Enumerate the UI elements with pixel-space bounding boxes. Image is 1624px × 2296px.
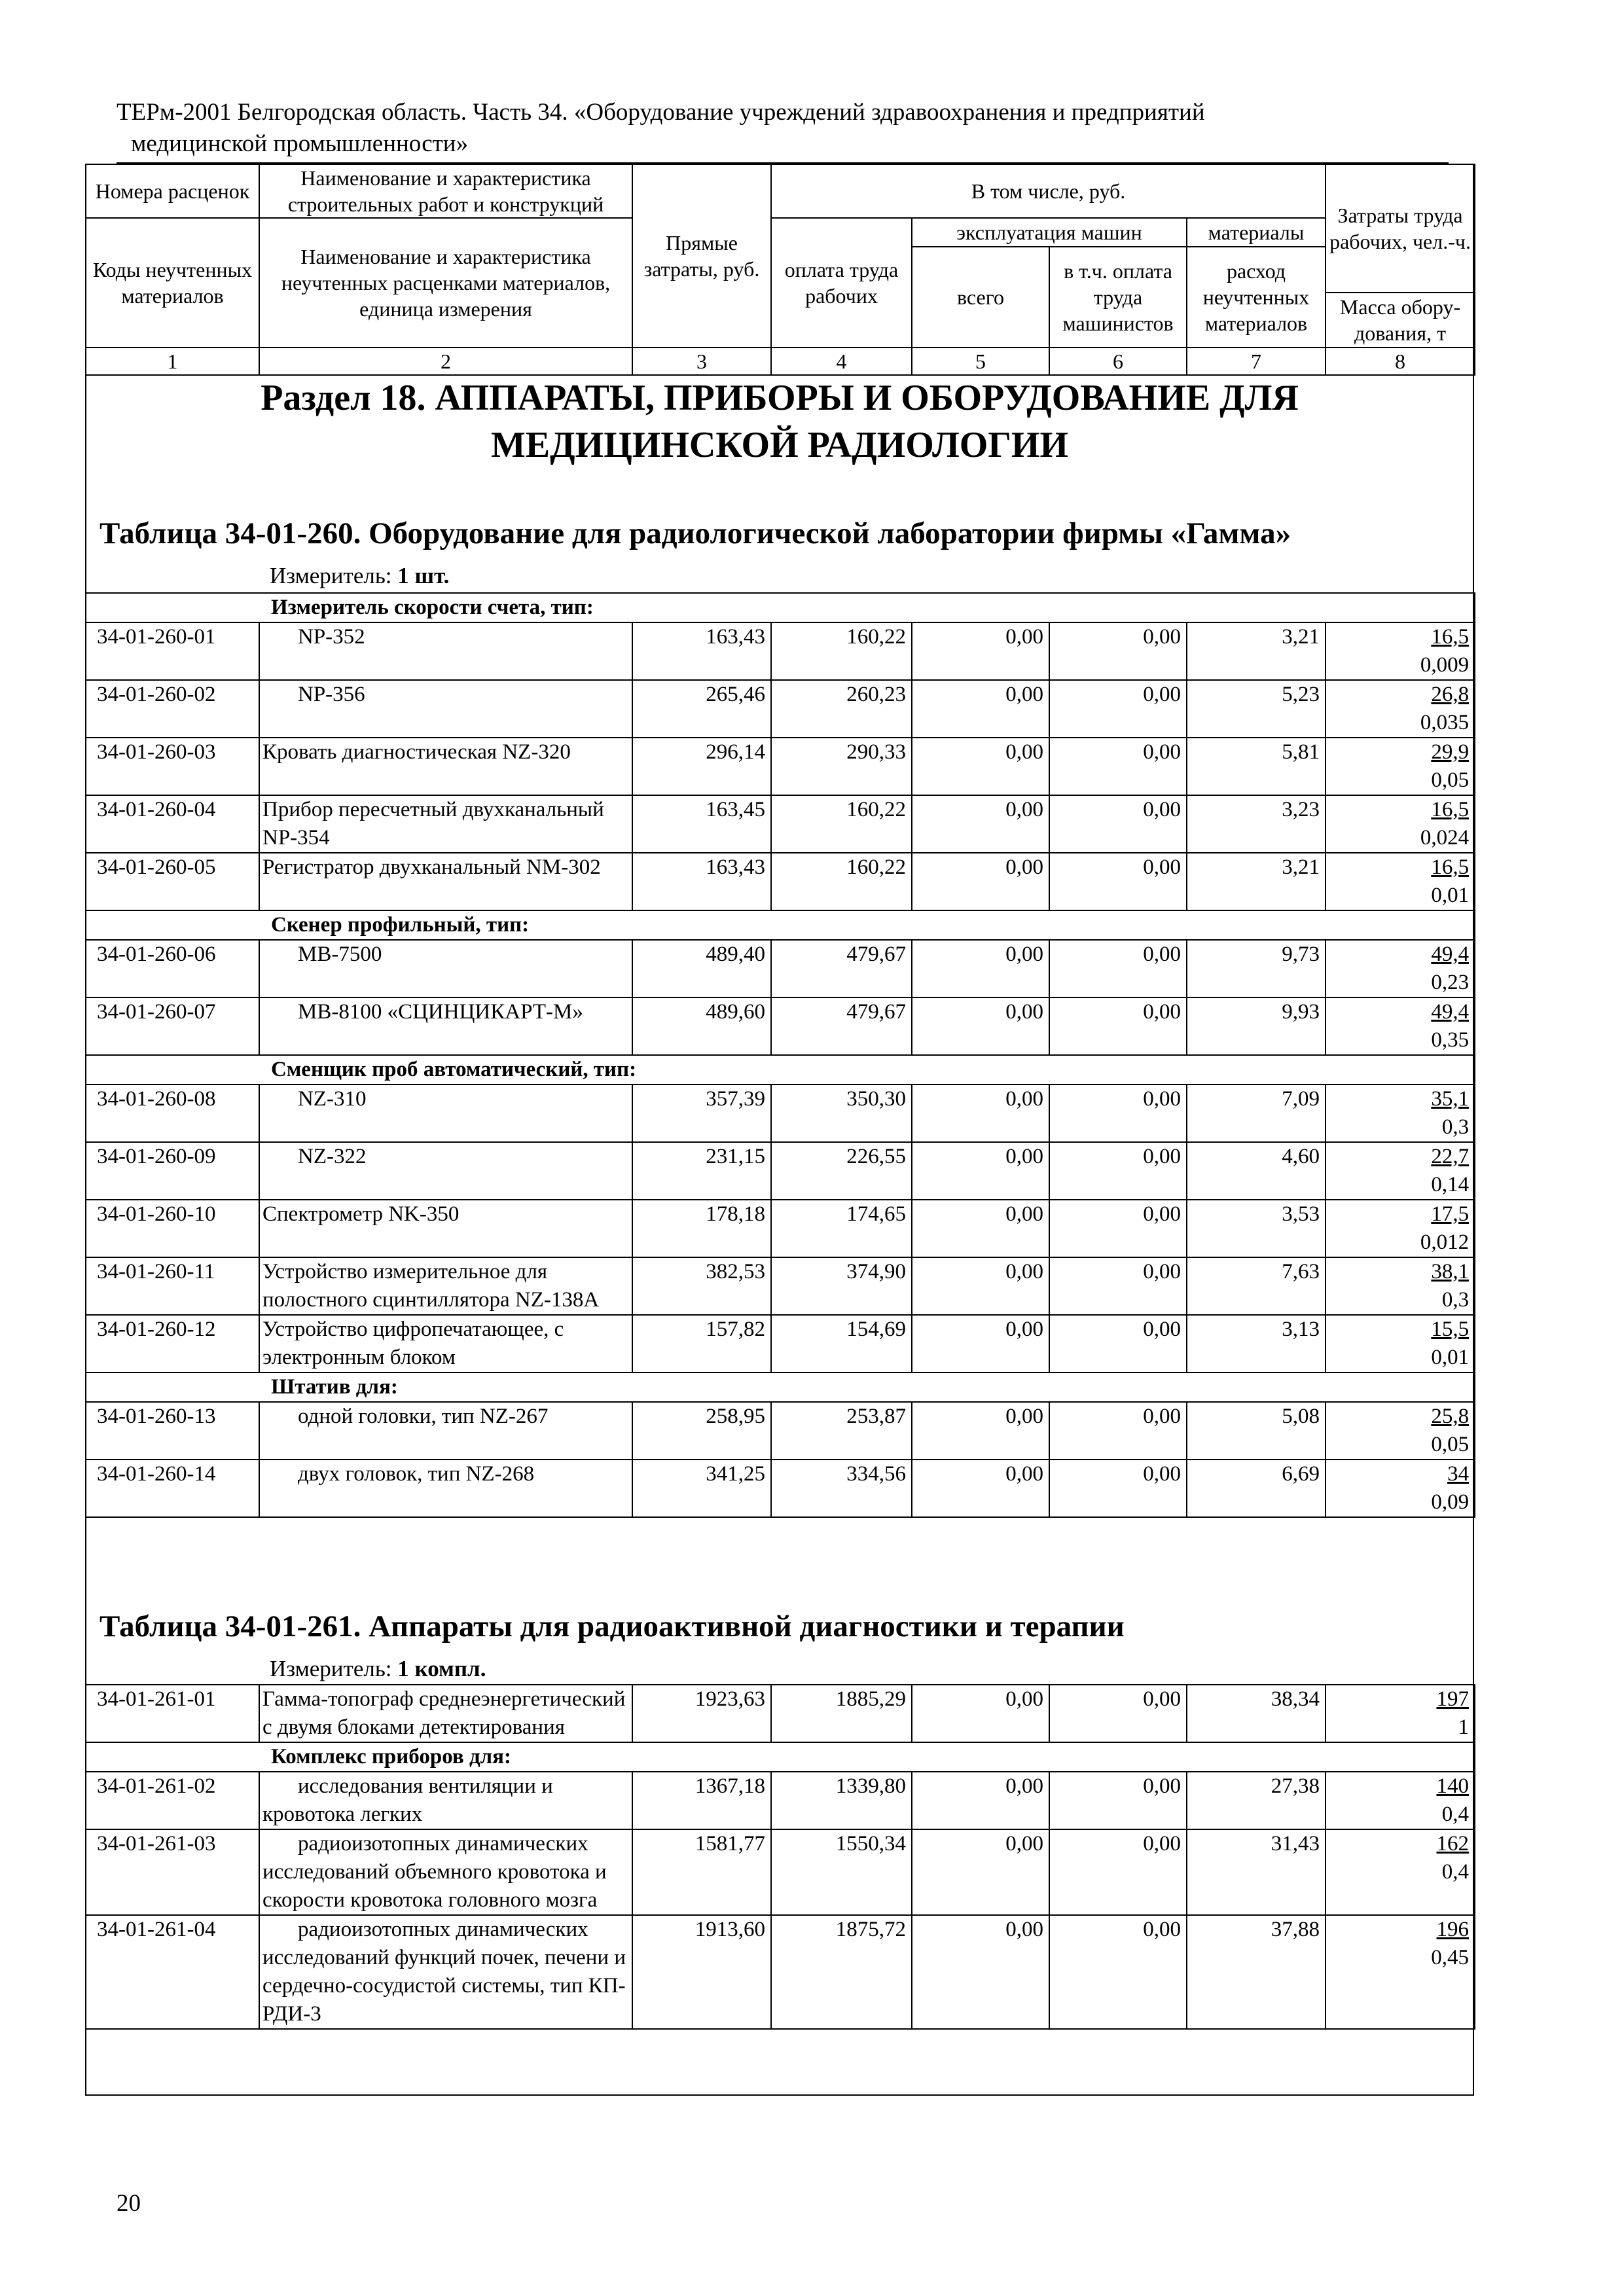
value-c6: 0,00: [1049, 1915, 1187, 2029]
value-c4: 1339,80: [771, 1772, 912, 1829]
mass-value: 0,09: [1431, 1490, 1470, 1514]
value-c4: 1885,29: [771, 1685, 912, 1742]
value-c5: 0,00: [912, 1460, 1049, 1517]
value-c4: 334,56: [771, 1460, 912, 1517]
item-name: MB-8100 «СЦИНЦИКАРТ-М»: [259, 997, 632, 1055]
mass-value: 0,4: [1441, 1860, 1469, 1884]
col1-header-top: Номера расценок: [86, 164, 259, 218]
rate-code: 34-01-261-01: [86, 1685, 259, 1742]
value-c7: 3,13: [1187, 1315, 1326, 1372]
col1-header-bottom: Коды неучтенных материалов: [86, 218, 259, 348]
section-title: [85, 374, 1474, 469]
labor-value: 162: [1436, 1832, 1469, 1856]
item-name: NZ-322: [259, 1142, 632, 1200]
item-name: одной головки, тип NZ-267: [259, 1402, 632, 1460]
value-c3: 1913,60: [632, 1915, 771, 2029]
rate-code: 34-01-260-10: [86, 1200, 259, 1257]
value-c4: 1550,34: [771, 1829, 912, 1915]
group-label: Измеритель скорости счета, тип:: [86, 593, 1475, 622]
value-c6: 0,00: [1049, 940, 1187, 997]
labor-value: 49,4: [1431, 942, 1470, 966]
value-c6: 0,00: [1049, 1685, 1187, 1742]
labor-mass-cell: [1326, 1085, 1475, 1142]
rate-code: 34-01-260-07: [86, 997, 259, 1055]
value-c4: 350,30: [771, 1085, 912, 1142]
value-c3: 382,53: [632, 1257, 771, 1315]
value-c4: 260,23: [771, 680, 912, 738]
value-c5: 0,00: [912, 1315, 1049, 1372]
table2-measure-value: 1 компл.: [397, 1656, 486, 1681]
mass-value: 0,3: [1441, 1115, 1470, 1139]
value-c3: 341,25: [632, 1460, 771, 1517]
value-c6: 0,00: [1049, 1772, 1187, 1829]
value-c3: 357,39: [632, 1085, 771, 1142]
item-name: радиоизотопных динамических исследований функций почек, печени и сердечно-сосудистой системы, тип КП-РДИ-3: [259, 1915, 632, 2029]
value-c4: 290,33: [771, 738, 912, 795]
value-c7: 27,38: [1187, 1772, 1326, 1829]
value-c5: 0,00: [912, 1402, 1049, 1460]
table-row: [86, 622, 1475, 680]
value-c4: 154,69: [771, 1315, 912, 1372]
rate-code: 34-01-260-13: [86, 1402, 259, 1460]
value-c5: 0,00: [912, 1915, 1049, 2029]
labor-value: 197: [1436, 1687, 1469, 1711]
value-c3: 489,60: [632, 997, 771, 1055]
col4-header: оплата труда рабочих: [771, 218, 912, 348]
mass-value: 0,45: [1431, 1946, 1469, 1969]
value-c7: 7,63: [1187, 1257, 1326, 1315]
mass-value: 0,01: [1431, 1346, 1470, 1369]
mass-value: 0,012: [1420, 1230, 1470, 1254]
value-c5: 0,00: [912, 1085, 1049, 1142]
column-number-3: 3: [632, 348, 771, 375]
materials-header: материалы: [1187, 218, 1326, 247]
value-c4: 1875,72: [771, 1915, 912, 2029]
column-number-8: 8: [1326, 348, 1475, 375]
item-name: Регистратор двухканальный NM-302: [259, 853, 632, 910]
value-c6: 0,00: [1049, 1829, 1187, 1915]
rate-code: 34-01-260-01: [86, 622, 259, 680]
labor-mass-cell: [1326, 1685, 1475, 1742]
value-c3: 163,43: [632, 622, 771, 680]
item-name: Прибор пересчетный двухканальный NP-354: [259, 795, 632, 853]
value-c4: 226,55: [771, 1142, 912, 1200]
column-number-4: 4: [771, 348, 912, 375]
labor-value: 196: [1436, 1918, 1469, 1941]
table-row: [86, 1829, 1475, 1915]
mass-value: 0,01: [1431, 884, 1470, 907]
value-c6: 0,00: [1049, 1315, 1187, 1372]
value-c6: 0,00: [1049, 1460, 1187, 1517]
labor-mass-cell: [1326, 1315, 1475, 1372]
item-name: Спектрометр NK-350: [259, 1200, 632, 1257]
labor-value: 25,8: [1431, 1405, 1470, 1428]
col2-header-bottom: Наименование и характеристика неучтенных расценками материалов, единица измерения: [259, 218, 632, 348]
labor-value: 38,1: [1431, 1260, 1470, 1283]
value-c6: 0,00: [1049, 622, 1187, 680]
labor-value: 26,8: [1431, 683, 1470, 706]
col8-header-top: Затраты труда рабочих, чел.-ч.: [1326, 164, 1475, 293]
value-c6: 0,00: [1049, 1142, 1187, 1200]
value-c4: 479,67: [771, 997, 912, 1055]
value-c5: 0,00: [912, 1829, 1049, 1915]
labor-mass-cell: [1326, 680, 1475, 738]
value-c5: 0,00: [912, 795, 1049, 853]
rate-code: 34-01-261-04: [86, 1915, 259, 2029]
header-line-2: медицинской промышленности»: [131, 130, 469, 157]
table-row: [86, 1402, 1475, 1460]
labor-value: 140: [1436, 1774, 1469, 1798]
labor-mass-cell: [1326, 853, 1475, 910]
mass-value: 0,05: [1431, 1433, 1470, 1456]
labor-mass-cell: [1326, 738, 1475, 795]
value-c7: 5,81: [1187, 738, 1326, 795]
group-row: [86, 910, 1475, 940]
labor-mass-cell: [1326, 940, 1475, 997]
mass-value: 0,024: [1420, 826, 1470, 850]
labor-mass-cell: [1326, 1142, 1475, 1200]
group-row: [86, 1372, 1475, 1402]
column-number-2: 2: [259, 348, 632, 375]
value-c7: 31,43: [1187, 1829, 1326, 1915]
group-label: Штатив для:: [86, 1372, 1475, 1402]
labor-value: 49,4: [1431, 1000, 1470, 1024]
item-name: двух головок, тип NZ-268: [259, 1460, 632, 1517]
table-row: [86, 1257, 1475, 1315]
col5-header: всего: [912, 247, 1049, 348]
rate-code: 34-01-260-02: [86, 680, 259, 738]
value-c3: 489,40: [632, 940, 771, 997]
value-c6: 0,00: [1049, 1085, 1187, 1142]
labor-value: 16,5: [1431, 798, 1470, 821]
labor-value: 15,5: [1431, 1318, 1470, 1341]
rate-code: 34-01-260-03: [86, 738, 259, 795]
value-c5: 0,00: [912, 1772, 1049, 1829]
rate-code: 34-01-260-11: [86, 1257, 259, 1315]
value-c7: 5,08: [1187, 1402, 1326, 1460]
column-number-7: 7: [1187, 348, 1326, 375]
mass-value: 1: [1458, 1715, 1469, 1739]
table-row: [86, 1142, 1475, 1200]
column-number-6: 6: [1049, 348, 1187, 375]
table-row: [86, 738, 1475, 795]
value-c4: 160,22: [771, 795, 912, 853]
value-c7: 7,09: [1187, 1085, 1326, 1142]
rate-code: 34-01-261-03: [86, 1829, 259, 1915]
labor-mass-cell: [1326, 1460, 1475, 1517]
value-c4: 253,87: [771, 1402, 912, 1460]
col3-header: Прямые затраты, руб.: [632, 164, 771, 348]
labor-mass-cell: [1326, 795, 1475, 853]
group-label: Скенер профильный, тип:: [86, 910, 1475, 940]
value-c4: 160,22: [771, 853, 912, 910]
mass-value: 0,009: [1420, 653, 1470, 677]
rate-code: 34-01-260-08: [86, 1085, 259, 1142]
value-c5: 0,00: [912, 622, 1049, 680]
item-name: исследования вентиляции и кровотока легких: [259, 1772, 632, 1829]
value-c3: 1923,63: [632, 1685, 771, 1742]
item-name: MB-7500: [259, 940, 632, 997]
table-row: [86, 940, 1475, 997]
value-c3: 178,18: [632, 1200, 771, 1257]
column-number-5: 5: [912, 348, 1049, 375]
value-c4: 174,65: [771, 1200, 912, 1257]
table2-title: Таблица 34-01-261. Аппараты для радиоактивной диагностики и терапии: [99, 1609, 1125, 1643]
incl-header: В том числе, руб.: [771, 164, 1326, 218]
value-c4: 374,90: [771, 1257, 912, 1315]
table1-measure: [270, 562, 449, 590]
rate-code: 34-01-261-02: [86, 1772, 259, 1829]
value-c5: 0,00: [912, 680, 1049, 738]
rate-code: 34-01-260-09: [86, 1142, 259, 1200]
item-name: радиоизотопных динамических исследований объемного кровотока и скорости кровотока головного мозга: [259, 1829, 632, 1915]
table-row: [86, 680, 1475, 738]
table-row: [86, 853, 1475, 910]
table-row: [86, 1915, 1475, 2029]
value-c5: 0,00: [912, 1142, 1049, 1200]
value-c7: 4,60: [1187, 1142, 1326, 1200]
rate-code: 34-01-260-05: [86, 853, 259, 910]
item-name: NP-352: [259, 622, 632, 680]
value-c7: 38,34: [1187, 1685, 1326, 1742]
page-number: 20: [117, 2190, 141, 2217]
labor-mass-cell: [1326, 1829, 1475, 1915]
mass-value: 0,23: [1431, 971, 1470, 994]
rate-code: 34-01-260-06: [86, 940, 259, 997]
mass-value: 0,14: [1431, 1173, 1470, 1196]
mass-value: 0,035: [1420, 711, 1470, 734]
labor-mass-cell: [1326, 1772, 1475, 1829]
value-c3: 258,95: [632, 1402, 771, 1460]
section-title-line-1: Раздел 18. АППАРАТЫ, ПРИБОРЫ И ОБОРУДОВАНИЕ ДЛЯ: [261, 378, 1299, 418]
table-row: [86, 1200, 1475, 1257]
group-row: [86, 593, 1475, 622]
mass-value: 0,35: [1431, 1028, 1470, 1052]
header-line-1: ТЕРм-2001 Белгородская область. Часть 34. «Оборудование учреждений здравоохранения и предприятий: [117, 99, 1205, 126]
col8-header-bottom: Масса обору-дования, т: [1326, 293, 1475, 348]
rate-code: 34-01-260-04: [86, 795, 259, 853]
labor-value: 22,7: [1431, 1145, 1470, 1168]
column-number-row: [86, 348, 1475, 375]
labor-mass-cell: [1326, 622, 1475, 680]
table-row: [86, 795, 1475, 853]
table-row: [86, 1315, 1475, 1372]
document-header: [117, 97, 1478, 160]
labor-value: 16,5: [1431, 625, 1470, 649]
value-c7: 9,73: [1187, 940, 1326, 997]
table1: [85, 592, 1475, 1518]
value-c3: 1581,77: [632, 1829, 771, 1915]
value-c3: 1367,18: [632, 1772, 771, 1829]
column-number-1: 1: [86, 348, 259, 375]
rate-code: 34-01-260-14: [86, 1460, 259, 1517]
group-label: Комплекс приборов для:: [86, 1742, 1475, 1772]
labor-value: 35,1: [1431, 1087, 1470, 1111]
value-c4: 160,22: [771, 622, 912, 680]
value-c3: 163,43: [632, 853, 771, 910]
value-c7: 3,21: [1187, 853, 1326, 910]
labor-mass-cell: [1326, 1402, 1475, 1460]
value-c7: 9,93: [1187, 997, 1326, 1055]
mass-value: 0,4: [1441, 1803, 1469, 1826]
labor-value: 16,5: [1431, 855, 1470, 879]
value-c7: 3,21: [1187, 622, 1326, 680]
labor-mass-cell: [1326, 1200, 1475, 1257]
labor-value: 34: [1447, 1462, 1470, 1486]
col7-header: расход неучтенных материалов: [1187, 247, 1326, 348]
group-row: [86, 1055, 1475, 1085]
value-c3: 296,14: [632, 738, 771, 795]
value-c6: 0,00: [1049, 1200, 1187, 1257]
value-c3: 163,45: [632, 795, 771, 853]
value-c5: 0,00: [912, 1200, 1049, 1257]
value-c3: 265,46: [632, 680, 771, 738]
item-name: Устройство цифропечатающее, с электронным блоком: [259, 1315, 632, 1372]
group-label: Сменщик проб автоматический, тип:: [86, 1055, 1475, 1085]
table-row: [86, 997, 1475, 1055]
value-c6: 0,00: [1049, 738, 1187, 795]
section-title-line-2: МЕДИЦИНСКОЙ РАДИОЛОГИИ: [490, 425, 1069, 465]
col2-header-top: Наименование и характеристика строительных работ и конструкций: [259, 164, 632, 218]
item-name: NP-356: [259, 680, 632, 738]
value-c6: 0,00: [1049, 853, 1187, 910]
value-c5: 0,00: [912, 997, 1049, 1055]
value-c6: 0,00: [1049, 1257, 1187, 1315]
table1-measure-value: 1 шт.: [397, 563, 450, 588]
rate-code: 34-01-260-12: [86, 1315, 259, 1372]
value-c7: 3,23: [1187, 795, 1326, 853]
machines-header: эксплуатация машин: [912, 218, 1187, 247]
value-c5: 0,00: [912, 738, 1049, 795]
table-row: [86, 1772, 1475, 1829]
value-c3: 231,15: [632, 1142, 771, 1200]
table-row: [86, 1460, 1475, 1517]
table-row: [86, 1085, 1475, 1142]
labor-mass-cell: [1326, 1915, 1475, 2029]
value-c6: 0,00: [1049, 1402, 1187, 1460]
item-name: Кровать диагностическая NZ-320: [259, 738, 632, 795]
table1-title: Таблица 34-01-260. Оборудование для радиологической лаборатории фирмы «Гамма»: [99, 516, 1291, 550]
item-name: Гамма-топограф среднеэнергетический с двумя блоками детектирования: [259, 1685, 632, 1742]
value-c4: 479,67: [771, 940, 912, 997]
item-name: Устройство измерительное для полостного сцинтиллятора NZ-138A: [259, 1257, 632, 1315]
value-c7: 5,23: [1187, 680, 1326, 738]
value-c5: 0,00: [912, 940, 1049, 997]
table2-measure-label: Измеритель:: [270, 1656, 392, 1681]
value-c5: 0,00: [912, 1685, 1049, 1742]
labor-mass-cell: [1326, 1257, 1475, 1315]
group-row: [86, 1742, 1475, 1772]
value-c6: 0,00: [1049, 680, 1187, 738]
value-c3: 157,82: [632, 1315, 771, 1372]
table2: [85, 1684, 1475, 2030]
value-c7: 6,69: [1187, 1460, 1326, 1517]
labor-value: 17,5: [1431, 1202, 1470, 1226]
column-header-table: [85, 164, 1475, 376]
value-c7: 3,53: [1187, 1200, 1326, 1257]
value-c5: 0,00: [912, 853, 1049, 910]
value-c6: 0,00: [1049, 795, 1187, 853]
table2-measure: [270, 1655, 486, 1683]
labor-value: 29,9: [1431, 740, 1470, 764]
col6-header: в т.ч. оплата труда машинистов: [1049, 247, 1187, 348]
mass-value: 0,3: [1441, 1288, 1470, 1312]
table1-measure-label: Измеритель:: [270, 563, 392, 588]
table-row: [86, 1685, 1475, 1742]
value-c6: 0,00: [1049, 997, 1187, 1055]
mass-value: 0,05: [1431, 768, 1470, 792]
value-c5: 0,00: [912, 1257, 1049, 1315]
value-c7: 37,88: [1187, 1915, 1326, 2029]
item-name: NZ-310: [259, 1085, 632, 1142]
labor-mass-cell: [1326, 997, 1475, 1055]
